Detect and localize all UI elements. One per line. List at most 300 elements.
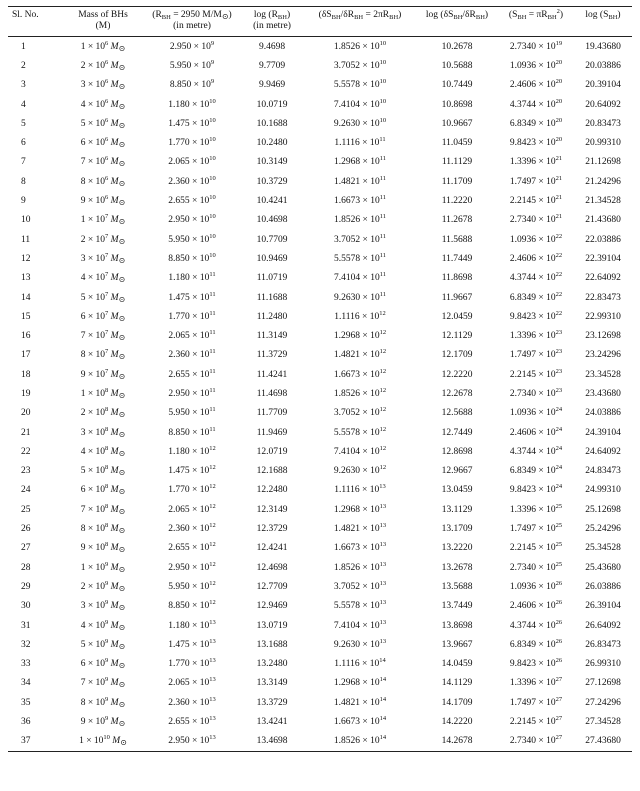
cell-sl-no: 11: [21, 234, 31, 245]
cell-log-entropy: 23.12698: [585, 331, 621, 342]
header-log-radius: $\log (R_{BH})$ (in metre): [253, 10, 291, 31]
cell-mass: $9 \times 10^9$ $M_⊙$: [80, 715, 126, 729]
cell-log-entropy-derivative: 10.9667: [441, 118, 473, 129]
cell-log-entropy: 26.03886: [585, 581, 621, 592]
cell-entropy-derivative: $9.2630 \times 10^{10}$: [333, 116, 387, 129]
cell-sl-no: 6: [21, 138, 26, 149]
cell-radius: $1.475 \times 10^{13}$: [168, 637, 216, 650]
cell-sl-no: 14: [21, 292, 31, 303]
cell-radius: $2.950 \times 10^{11}$: [168, 386, 216, 399]
cell-log-radius: 13.2480: [256, 659, 288, 670]
cell-entropy-derivative: $1.1116 \times 10^{11}$: [334, 136, 386, 149]
table-row: [8, 577, 632, 596]
table-row: [8, 712, 632, 731]
table-row: [8, 423, 632, 442]
cell-log-entropy: 24.83473: [585, 466, 621, 477]
cell-sl-no: 27: [21, 543, 31, 554]
cell-entropy-derivative: $1.2968 \times 10^{14}$: [333, 676, 387, 689]
table-row: [8, 558, 632, 577]
cell-entropy-derivative: $1.4821 \times 10^{12}$: [333, 348, 387, 361]
cell-entropy: $1.7497 \times 10^{25}$: [509, 522, 563, 535]
cell-entropy: $6.8349 \times 10^{22}$: [509, 290, 563, 303]
cell-mass: $6 \times 10^9$ $M_⊙$: [80, 657, 126, 671]
cell-mass: $5 \times 10^7$ $M_⊙$: [80, 290, 126, 304]
cell-radius: $1.475 \times 10^{10}$: [168, 116, 216, 129]
cell-sl-no: 22: [21, 446, 31, 457]
cell-mass: $1 \times 10^7$ $M_⊙$: [80, 213, 126, 227]
cell-entropy-derivative: $1.4821 \times 10^{11}$: [334, 174, 386, 187]
cell-log-entropy: 23.43680: [585, 388, 621, 399]
table-row: [8, 674, 632, 693]
table-row: [8, 326, 632, 345]
cell-mass: $6 \times 10^8$ $M_⊙$: [80, 483, 126, 497]
cell-log-radius: 9.4698: [258, 41, 286, 52]
cell-radius: $8.850 \times 10^{12}$: [168, 599, 216, 612]
table-row: [8, 655, 632, 674]
cell-mass: $8 \times 10^6$ $M_⊙$: [80, 174, 126, 188]
black-hole-table: [8, 7, 632, 751]
cell-entropy: $2.4606 \times 10^{26}$: [509, 599, 563, 612]
cell-sl-no: 10: [21, 215, 31, 226]
cell-log-entropy-derivative: 12.2678: [441, 388, 473, 399]
cell-radius: $8.850 \times 10^{11}$: [168, 425, 216, 438]
cell-log-entropy-derivative: 12.7449: [441, 427, 473, 438]
cell-radius: $1.770 \times 10^{13}$: [168, 657, 216, 670]
cell-log-entropy-derivative: 13.5688: [441, 581, 473, 592]
cell-radius: $1.180 \times 10^{13}$: [168, 618, 216, 631]
table-row: [8, 635, 632, 654]
cell-log-entropy-derivative: 12.2220: [441, 369, 473, 380]
cell-sl-no: 7: [21, 157, 26, 168]
cell-entropy-derivative: $1.6673 \times 10^{14}$: [333, 715, 387, 728]
cell-sl-no: 34: [21, 678, 31, 689]
cell-log-radius: 12.1688: [256, 466, 288, 477]
cell-log-entropy-derivative: 11.1709: [441, 176, 473, 187]
header-entropy: $(S_{BH} = \pi R_{BH}^2)$: [508, 8, 564, 21]
cell-log-entropy-derivative: 10.5688: [441, 60, 473, 71]
table-row: [8, 114, 632, 133]
cell-log-radius: 10.7709: [256, 234, 288, 245]
cell-radius: $5.950 \times 10^{10}$: [168, 232, 216, 245]
cell-log-entropy-derivative: 11.7449: [441, 253, 473, 264]
cell-entropy: $1.0936 \times 10^{26}$: [509, 579, 563, 592]
cell-mass: $4 \times 10^6$ $M_⊙$: [80, 97, 126, 111]
table-row: [8, 346, 632, 365]
cell-entropy: $1.3396 \times 10^{23}$: [509, 329, 563, 342]
cell-entropy-derivative: $9.2630 \times 10^{11}$: [334, 290, 386, 303]
cell-entropy: $1.0936 \times 10^{20}$: [509, 58, 563, 71]
cell-mass: $2 \times 10^9$ $M_⊙$: [80, 579, 126, 593]
cell-entropy-derivative: $3.7052 \times 10^{11}$: [334, 232, 386, 245]
cell-log-entropy: 22.64092: [585, 273, 621, 284]
table-row: [8, 191, 632, 210]
cell-log-radius: 11.7709: [256, 408, 288, 419]
cell-entropy-derivative: $1.6673 \times 10^{13}$: [333, 541, 387, 554]
table-row: [8, 500, 632, 519]
cell-sl-no: 31: [21, 620, 31, 631]
cell-log-entropy-derivative: 11.2678: [441, 215, 473, 226]
cell-radius: $2.065 \times 10^{11}$: [168, 329, 216, 342]
cell-radius: $2.655 \times 10^{10}$: [168, 194, 216, 207]
cell-entropy: $1.3396 \times 10^{21}$: [509, 155, 563, 168]
cell-sl-no: 9: [21, 196, 26, 207]
cell-sl-no: 4: [21, 99, 26, 110]
cell-mass: $1 \times 10^6$ $M_⊙$: [80, 39, 126, 53]
cell-sl-no: 8: [21, 176, 26, 187]
cell-sl-no: 1: [21, 41, 26, 52]
cell-entropy-derivative: $1.1116 \times 10^{14}$: [334, 657, 386, 670]
cell-log-entropy-derivative: 13.2220: [441, 543, 473, 554]
cell-entropy: $2.2145 \times 10^{25}$: [509, 541, 563, 554]
cell-radius: $2.950 \times 10^{10}$: [168, 213, 216, 226]
cell-log-entropy-derivative: 12.5688: [441, 408, 473, 419]
cell-log-entropy: 26.99310: [585, 659, 621, 670]
cell-sl-no: 13: [21, 273, 31, 284]
cell-mass: $2 \times 10^6$ $M_⊙$: [80, 58, 126, 72]
cell-entropy: $9.8423 \times 10^{24}$: [509, 483, 563, 496]
cell-log-entropy: 24.99310: [585, 485, 621, 496]
cell-entropy: $2.2145 \times 10^{23}$: [509, 367, 563, 380]
cell-log-radius: 10.2480: [256, 138, 288, 149]
cell-mass: $4 \times 10^9$ $M_⊙$: [80, 618, 126, 632]
cell-entropy-derivative: $1.4821 \times 10^{13}$: [333, 522, 387, 535]
cell-mass: $8 \times 10^9$ $M_⊙$: [80, 695, 126, 709]
cell-log-entropy-derivative: 12.1129: [441, 331, 473, 342]
cell-log-entropy-derivative: 11.0459: [441, 138, 473, 149]
cell-entropy: $2.7340 \times 10^{25}$: [509, 560, 563, 573]
cell-sl-no: 30: [21, 601, 31, 612]
cell-entropy-derivative: $1.8526 \times 10^{11}$: [334, 213, 386, 226]
cell-log-entropy-derivative: 13.0459: [441, 485, 473, 496]
table-row: [8, 481, 632, 500]
cell-entropy-derivative: $1.8526 \times 10^{10}$: [333, 39, 387, 52]
cell-sl-no: 17: [21, 350, 31, 361]
cell-log-entropy-derivative: 11.9667: [441, 292, 473, 303]
cell-mass: $7 \times 10^9$ $M_⊙$: [80, 676, 126, 690]
cell-entropy: $1.7497 \times 10^{23}$: [509, 348, 563, 361]
cell-entropy-derivative: $3.7052 \times 10^{12}$: [333, 406, 387, 419]
cell-mass: $5 \times 10^6$ $M_⊙$: [80, 116, 126, 130]
cell-radius: $1.770 \times 10^{11}$: [168, 309, 216, 322]
cell-log-radius: 11.3149: [256, 331, 288, 342]
cell-log-entropy-derivative: 14.2220: [441, 717, 473, 728]
cell-sl-no: 12: [21, 253, 31, 264]
cell-mass: $3 \times 10^7$ $M_⊙$: [80, 251, 126, 265]
cell-log-radius: 13.4241: [256, 717, 288, 728]
cell-log-radius: 11.1688: [256, 292, 288, 303]
cell-log-radius: 13.3729: [256, 697, 288, 708]
cell-sl-no: 36: [21, 717, 31, 728]
table-row: [8, 597, 632, 616]
cell-log-entropy: 21.34528: [585, 196, 621, 207]
cell-log-radius: 11.4698: [256, 388, 288, 399]
cell-mass: $1 \times 10^8$ $M_⊙$: [80, 386, 126, 400]
cell-entropy-derivative: $9.2630 \times 10^{12}$: [333, 464, 387, 477]
cell-log-entropy-derivative: 13.7449: [441, 601, 473, 612]
cell-mass: $4 \times 10^7$ $M_⊙$: [80, 271, 126, 285]
cell-log-entropy: 20.64092: [585, 99, 621, 110]
cell-radius: $5.950 \times 10^{11}$: [168, 406, 216, 419]
cell-entropy: $1.3396 \times 10^{27}$: [509, 676, 563, 689]
cell-log-entropy: 20.03886: [585, 60, 621, 71]
cell-entropy: $6.8349 \times 10^{26}$: [509, 637, 563, 650]
cell-log-entropy: 24.03886: [585, 408, 621, 419]
cell-log-radius: 10.0719: [256, 99, 288, 110]
cell-log-entropy: 19.43680: [585, 41, 621, 52]
cell-entropy: $1.0936 \times 10^{24}$: [509, 406, 563, 419]
cell-entropy: $2.7340 \times 10^{21}$: [509, 213, 563, 226]
cell-log-entropy: 23.34528: [585, 369, 621, 380]
cell-entropy: $9.8423 \times 10^{22}$: [509, 309, 563, 322]
cell-log-radius: 10.1688: [256, 118, 288, 129]
cell-radius: $1.770 \times 10^{10}$: [168, 136, 216, 149]
cell-log-radius: 10.3729: [256, 176, 288, 187]
cell-radius: $2.360 \times 10^{12}$: [168, 522, 216, 535]
cell-sl-no: 2: [21, 60, 26, 71]
cell-log-entropy-derivative: 13.8698: [441, 620, 473, 631]
cell-entropy: $1.0936 \times 10^{22}$: [509, 232, 563, 245]
cell-mass: $6 \times 10^6$ $M_⊙$: [80, 136, 126, 150]
cell-log-entropy: 24.39104: [585, 427, 621, 438]
cell-entropy: $4.3744 \times 10^{20}$: [509, 97, 563, 110]
cell-log-entropy: 21.24296: [585, 176, 621, 187]
cell-entropy: $2.7340 \times 10^{27}$: [509, 734, 563, 747]
table-row: [8, 211, 632, 230]
cell-radius: $8.850 \times 10^9$: [169, 78, 215, 91]
cell-log-radius: 13.0719: [256, 620, 288, 631]
cell-entropy-derivative: $7.4104 \times 10^{12}$: [333, 444, 387, 457]
cell-radius: $2.950 \times 10^9$: [169, 39, 215, 52]
table-row: [8, 95, 632, 114]
cell-sl-no: 33: [21, 659, 31, 670]
cell-entropy: $9.8423 \times 10^{20}$: [509, 136, 563, 149]
cell-log-radius: 12.3729: [256, 524, 288, 535]
cell-log-entropy: 27.12698: [585, 678, 621, 689]
cell-log-entropy: 27.34528: [585, 717, 621, 728]
cell-mass: $2 \times 10^7$ $M_⊙$: [80, 232, 126, 246]
table-row: [8, 307, 632, 326]
table-row: [8, 365, 632, 384]
cell-log-entropy-derivative: 14.0459: [441, 659, 473, 670]
cell-mass: $5 \times 10^9$ $M_⊙$: [80, 637, 126, 651]
cell-log-entropy: 26.83473: [585, 639, 621, 650]
cell-mass: $4 \times 10^8$ $M_⊙$: [80, 444, 126, 458]
header-entropy-derivative: $(\delta S_{BH}/\delta R_{BH} = 2\pi R_{BH})$: [318, 10, 402, 21]
cell-entropy-derivative: $1.1116 \times 10^{13}$: [334, 483, 386, 496]
header-log-entropy: $\log (S_{BH})$: [585, 10, 621, 21]
table-row: [8, 133, 632, 152]
cell-log-entropy: 22.83473: [585, 292, 621, 303]
cell-entropy-derivative: $9.2630 \times 10^{13}$: [333, 637, 387, 650]
table-row: [8, 37, 632, 56]
cell-entropy-derivative: $5.5578 \times 10^{13}$: [333, 599, 387, 612]
cell-log-entropy: 25.12698: [585, 504, 621, 515]
cell-radius: $1.475 \times 10^{12}$: [168, 464, 216, 477]
cell-log-radius: 10.3149: [256, 157, 288, 168]
cell-sl-no: 25: [21, 504, 31, 515]
cell-radius: $2.950 \times 10^{13}$: [168, 734, 216, 747]
cell-log-entropy: 22.99310: [585, 311, 621, 322]
cell-entropy-derivative: $1.6673 \times 10^{12}$: [333, 367, 387, 380]
cell-log-entropy: 25.43680: [585, 562, 621, 573]
cell-sl-no: 23: [21, 466, 31, 477]
cell-radius: $1.180 \times 10^{12}$: [168, 444, 216, 457]
table-row: [8, 56, 632, 75]
cell-log-radius: 12.3149: [256, 504, 288, 515]
cell-log-radius: 11.3729: [256, 350, 288, 361]
cell-log-entropy: 21.43680: [585, 215, 621, 226]
cell-log-entropy: 20.39104: [585, 80, 621, 91]
cell-mass: $3 \times 10^6$ $M_⊙$: [80, 78, 126, 92]
cell-mass: $3 \times 10^9$ $M_⊙$: [80, 599, 126, 613]
cell-radius: $1.770 \times 10^{12}$: [168, 483, 216, 496]
cell-log-radius: 10.9469: [256, 253, 288, 264]
table-row: [8, 462, 632, 481]
cell-log-radius: 11.4241: [256, 369, 288, 380]
cell-entropy-derivative: $1.2968 \times 10^{13}$: [333, 502, 387, 515]
header-log-entropy-derivative: $\log (\delta S_{BH}/\delta R_{BH})$: [425, 10, 489, 21]
cell-log-entropy-derivative: 10.8698: [441, 99, 473, 110]
table-row: [8, 732, 632, 751]
cell-entropy: $2.4606 \times 10^{24}$: [509, 425, 563, 438]
cell-sl-no: 28: [21, 562, 31, 573]
cell-log-radius: 9.9469: [258, 80, 286, 91]
table-row: [8, 153, 632, 172]
cell-log-entropy-derivative: 10.7449: [441, 80, 473, 91]
cell-sl-no: 16: [21, 331, 31, 342]
cell-log-entropy-derivative: 11.2220: [441, 196, 473, 207]
table-row: [8, 693, 632, 712]
cell-mass: $7 \times 10^7$ $M_⊙$: [80, 329, 126, 343]
cell-log-radius: 12.9469: [256, 601, 288, 612]
cell-entropy-derivative: $3.7052 \times 10^{13}$: [333, 579, 387, 592]
cell-sl-no: 15: [21, 311, 31, 322]
cell-mass: $3 \times 10^8$ $M_⊙$: [80, 425, 126, 439]
cell-log-entropy: 27.24296: [585, 697, 621, 708]
cell-mass: $1 \times 10^{10}$ $M_⊙$: [79, 734, 127, 748]
cell-entropy: $6.8349 \times 10^{20}$: [509, 116, 563, 129]
cell-mass: $5 \times 10^8$ $M_⊙$: [80, 464, 126, 478]
table-row: [8, 230, 632, 249]
cell-entropy-derivative: $7.4104 \times 10^{10}$: [333, 97, 387, 110]
cell-entropy: $2.4606 \times 10^{20}$: [509, 78, 563, 91]
cell-sl-no: 24: [21, 485, 31, 496]
cell-sl-no: 26: [21, 524, 31, 535]
cell-entropy: $2.7340 \times 10^{23}$: [509, 386, 563, 399]
table-bottom-rule: [8, 751, 632, 752]
cell-radius: $8.850 \times 10^{10}$: [168, 251, 216, 264]
cell-log-entropy-derivative: 10.2678: [441, 41, 473, 52]
cell-sl-no: 35: [21, 697, 31, 708]
cell-radius: $2.655 \times 10^{11}$: [168, 367, 216, 380]
table-row: [8, 269, 632, 288]
table-row: [8, 519, 632, 538]
cell-radius: $2.065 \times 10^{13}$: [168, 676, 216, 689]
cell-mass: $9 \times 10^8$ $M_⊙$: [80, 541, 126, 555]
cell-log-radius: 12.4698: [256, 562, 288, 573]
cell-sl-no: 18: [21, 369, 31, 380]
cell-log-entropy: 20.83473: [585, 118, 621, 129]
cell-entropy-derivative: $5.5578 \times 10^{10}$: [333, 78, 387, 91]
cell-radius: $2.065 \times 10^{12}$: [168, 502, 216, 515]
table-row: [8, 616, 632, 635]
cell-radius: $1.180 \times 10^{10}$: [168, 97, 216, 110]
cell-log-entropy-derivative: 12.8698: [441, 446, 473, 457]
cell-radius: $2.655 \times 10^{12}$: [168, 541, 216, 554]
cell-entropy-derivative: $1.1116 \times 10^{12}$: [334, 309, 386, 322]
header-sl-no: Sl. No.: [12, 10, 39, 20]
cell-radius: $2.360 \times 10^{13}$: [168, 695, 216, 708]
cell-log-entropy-derivative: 11.1129: [441, 157, 473, 168]
cell-log-radius: 12.2480: [256, 485, 288, 496]
cell-entropy-derivative: $5.5578 \times 10^{11}$: [334, 251, 386, 264]
cell-entropy: $2.7340 \times 10^{19}$: [509, 39, 563, 52]
cell-log-radius: 9.7709: [258, 60, 286, 71]
cell-log-radius: 12.7709: [256, 581, 288, 592]
cell-radius: $5.950 \times 10^{12}$: [168, 579, 216, 592]
table-row: [8, 539, 632, 558]
data-table-container: [8, 6, 632, 752]
cell-log-entropy-derivative: 11.8698: [441, 273, 473, 284]
cell-log-entropy-derivative: 14.2678: [441, 736, 473, 747]
cell-entropy: $2.4606 \times 10^{22}$: [509, 251, 563, 264]
cell-entropy-derivative: $7.4104 \times 10^{11}$: [334, 271, 386, 284]
cell-log-entropy-derivative: 13.1709: [441, 524, 473, 535]
cell-log-entropy: 21.12698: [585, 157, 621, 168]
cell-radius: $2.360 \times 10^{10}$: [168, 174, 216, 187]
cell-entropy: $1.7497 \times 10^{27}$: [509, 695, 563, 708]
cell-mass: $7 \times 10^6$ $M_⊙$: [80, 155, 126, 169]
cell-log-entropy-derivative: 12.0459: [441, 311, 473, 322]
cell-sl-no: 37: [21, 736, 31, 747]
cell-log-radius: 11.9469: [256, 427, 288, 438]
cell-sl-no: 21: [21, 427, 31, 438]
cell-radius: $5.950 \times 10^9$: [169, 58, 215, 71]
cell-mass: $2 \times 10^8$ $M_⊙$: [80, 406, 126, 420]
cell-log-entropy-derivative: 13.1129: [441, 504, 473, 515]
cell-log-entropy: 25.34528: [585, 543, 621, 554]
header-radius: ($R_{BH} = 2950$ $M/M_⊙$) (in metre): [152, 10, 232, 31]
cell-mass: $6 \times 10^7$ $M_⊙$: [80, 309, 126, 323]
cell-entropy-derivative: $1.2968 \times 10^{12}$: [333, 329, 387, 342]
cell-log-entropy: 20.99310: [585, 138, 621, 149]
cell-log-radius: 13.1688: [256, 639, 288, 650]
cell-radius: $1.475 \times 10^{11}$: [168, 290, 216, 303]
table-row: [8, 384, 632, 403]
cell-entropy-derivative: $1.2968 \times 10^{11}$: [334, 155, 386, 168]
cell-entropy-derivative: $3.7052 \times 10^{10}$: [333, 58, 387, 71]
cell-log-radius: 13.3149: [256, 678, 288, 689]
cell-log-entropy: 26.64092: [585, 620, 621, 631]
cell-mass: $8 \times 10^8$ $M_⊙$: [80, 522, 126, 536]
table-row: [8, 172, 632, 191]
table-row: [8, 404, 632, 423]
cell-log-entropy-derivative: 11.5688: [441, 234, 473, 245]
cell-sl-no: 29: [21, 581, 31, 592]
cell-log-entropy: 26.39104: [585, 601, 621, 612]
cell-entropy: $2.2145 \times 10^{21}$: [509, 194, 563, 207]
cell-log-entropy: 22.03886: [585, 234, 621, 245]
cell-sl-no: 32: [21, 639, 31, 650]
cell-sl-no: 3: [21, 80, 26, 91]
cell-mass: $7 \times 10^8$ $M_⊙$: [80, 502, 126, 516]
cell-radius: $2.360 \times 10^{11}$: [168, 348, 216, 361]
header-mass: Mass of BHs (M): [78, 10, 128, 31]
table-row: [8, 442, 632, 461]
cell-log-entropy: 27.43680: [585, 736, 621, 747]
cell-entropy: $4.3744 \times 10^{26}$: [509, 618, 563, 631]
cell-log-entropy: 22.39104: [585, 253, 621, 264]
